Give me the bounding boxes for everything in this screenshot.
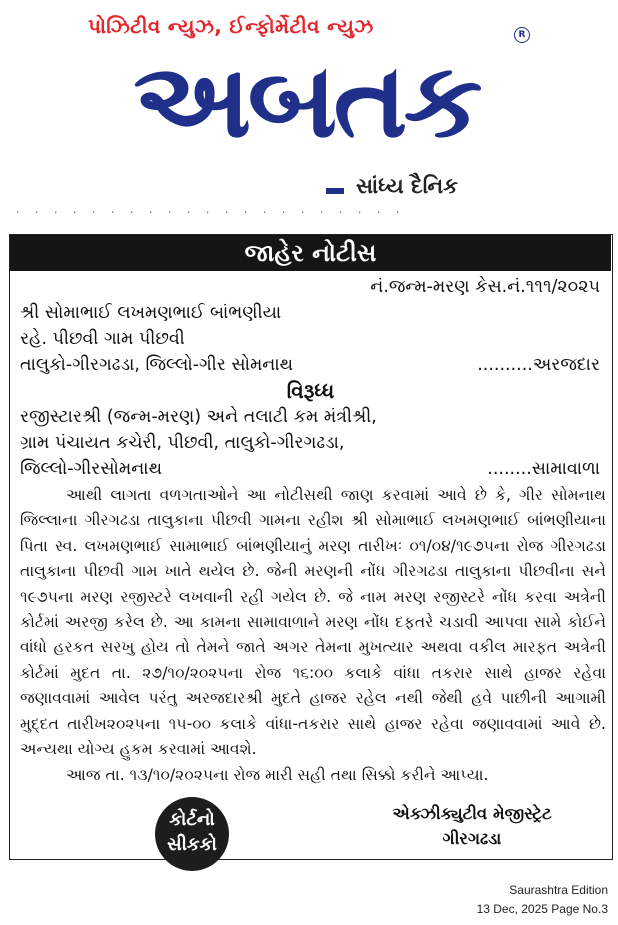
signatory-title: એક્ઝીક્યુટીવ મેજીસ્ટ્રેટ [392, 804, 552, 823]
respondent-role: ........સામાવાળા [487, 459, 600, 479]
masthead-subtitle [326, 172, 526, 202]
subtitle-text: સાંધ્ય દૈનિક [356, 174, 458, 198]
public-notice [9, 234, 613, 860]
cropped-text-line: · · · · · · · · · · · · · · · · · · · · · [16, 206, 406, 219]
respondent-line-3: જિલ્લો-ગીરસોમનાથ [20, 459, 163, 479]
versus-heading: વિરૂધ્ધ [286, 379, 335, 403]
closing-text: આજ તા. ૧૩/૧૦/૨૦૨૫ના રોજ મારી સહી તથા સિક્કો કરીને આપ્યા. [66, 766, 489, 784]
applicant-address: રહે. પીછવી ગામ પીછવી [20, 329, 185, 349]
notice-closing [20, 763, 606, 788]
notice-body-text: આથી લાગતા વળગતાઓને આ નોટીસથી જાણ કરવામાં આવે છે કે, ગીર સોમનાથ જિલ્લાના ગીરગઢડા તાલુકાના પીછવી ગામના રહીશ શ્રી સોમાભાઈ લખમણભાઈ બાંભણીયાના પિતા સ્વ. લખમણભાઈ સામાભાઈ બાંભણીયાનું મરણ તારીખઃ ૦૧/૦૪/૧૯૭૫ના રોજ ગીરગઢડા તાલુકાના પીછવી ગામ ખાતે થયેલ છે. જેની મરણની નોંધ ગીરગઢડા તાલુકાના પીછવીના સને ૧૯૭૫ના મરણ રજીસ્ટરે લખવાની રહી ગયેલ છે. જે નામ મરણ રજીસ્ટરે નોંધ કરવા અત્રેની કોર્ટમાં અરજી કરેલ છે. આ કામના સામાવાળાને મરણ નોંધ દફતરે ચડાવી આપવા સામે કોઈને વાંધો હરકત સરખુ હોય તો તેમને જાતે અગર તેમના મુખત્યાર અથવા વકીલ મારફત અત્રેની કોર્ટમાં મુદત તા. ૨૭/૧૦/૨૦૨૫ના રોજ ૧૬:૦૦ કલાકે વાંધા તકરાર સાથે હાજર રહેવા જણાવવામાં આવેલ પરંતુ અરજદારશ્રી મુદતે હાજર રહેલ નથી જેથી હવે પાછીની આગામી મુદ્દત તારીખ૨૦૨૫ના ૧૫-૦૦ કલાકે વાંધા-તકરાર સાથે હાજર રહેવા જણાવવામાં આવે છે. અન્યથા યોગ્ય હુકમ કરવામાં આવશે. [20, 486, 606, 759]
case-number: નં.જન્મ-મરણ કેસ.નં.૧૧૧/૨૦૨૫ [370, 277, 600, 297]
notice-title: જાહેર નોટીસ [10, 235, 611, 271]
subtitle-bar [326, 188, 344, 194]
registered-mark-icon: R [514, 27, 530, 43]
signatory [352, 801, 592, 851]
newspaper-logo [86, 42, 526, 160]
tagline: પોઝિટીવ ન્યુઝ, ઈન્ફોર્મેટીવ ન્યુઝ [88, 14, 374, 38]
respondent-line-1: રજીસ્ટારશ્રી (જન્મ-મરણ) અને તલાટી કમ મંત્રીશ્રી, [20, 407, 377, 427]
signatory-place: ગીરગઢડા [442, 829, 502, 848]
seal-line-2: સીકકો [167, 834, 217, 855]
masthead [0, 0, 618, 219]
notice-body [20, 483, 606, 762]
logo-text: અબતક [133, 41, 479, 161]
respondent-line-2: ગ્રામ પંચાયત કચેરી, પીછવી, તાલુકો-ગીરગઢડા, [20, 433, 345, 453]
seal-line-1: કોર્ટનો [169, 809, 215, 830]
applicant-name: શ્રી સોમાભાઈ લખમણભાઈ બાંભણીયા [20, 303, 282, 323]
page-info: 13 Dec, 2025 Page No.3 [476, 902, 608, 916]
court-seal [155, 797, 229, 871]
applicant-role: ..........અરજદાર [477, 355, 600, 375]
edition-label: Saurashtra Edition [509, 883, 608, 897]
applicant-district: તાલુકો-ગીરગઢડા, જિલ્લો-ગીર સોમનાથ [20, 355, 294, 375]
